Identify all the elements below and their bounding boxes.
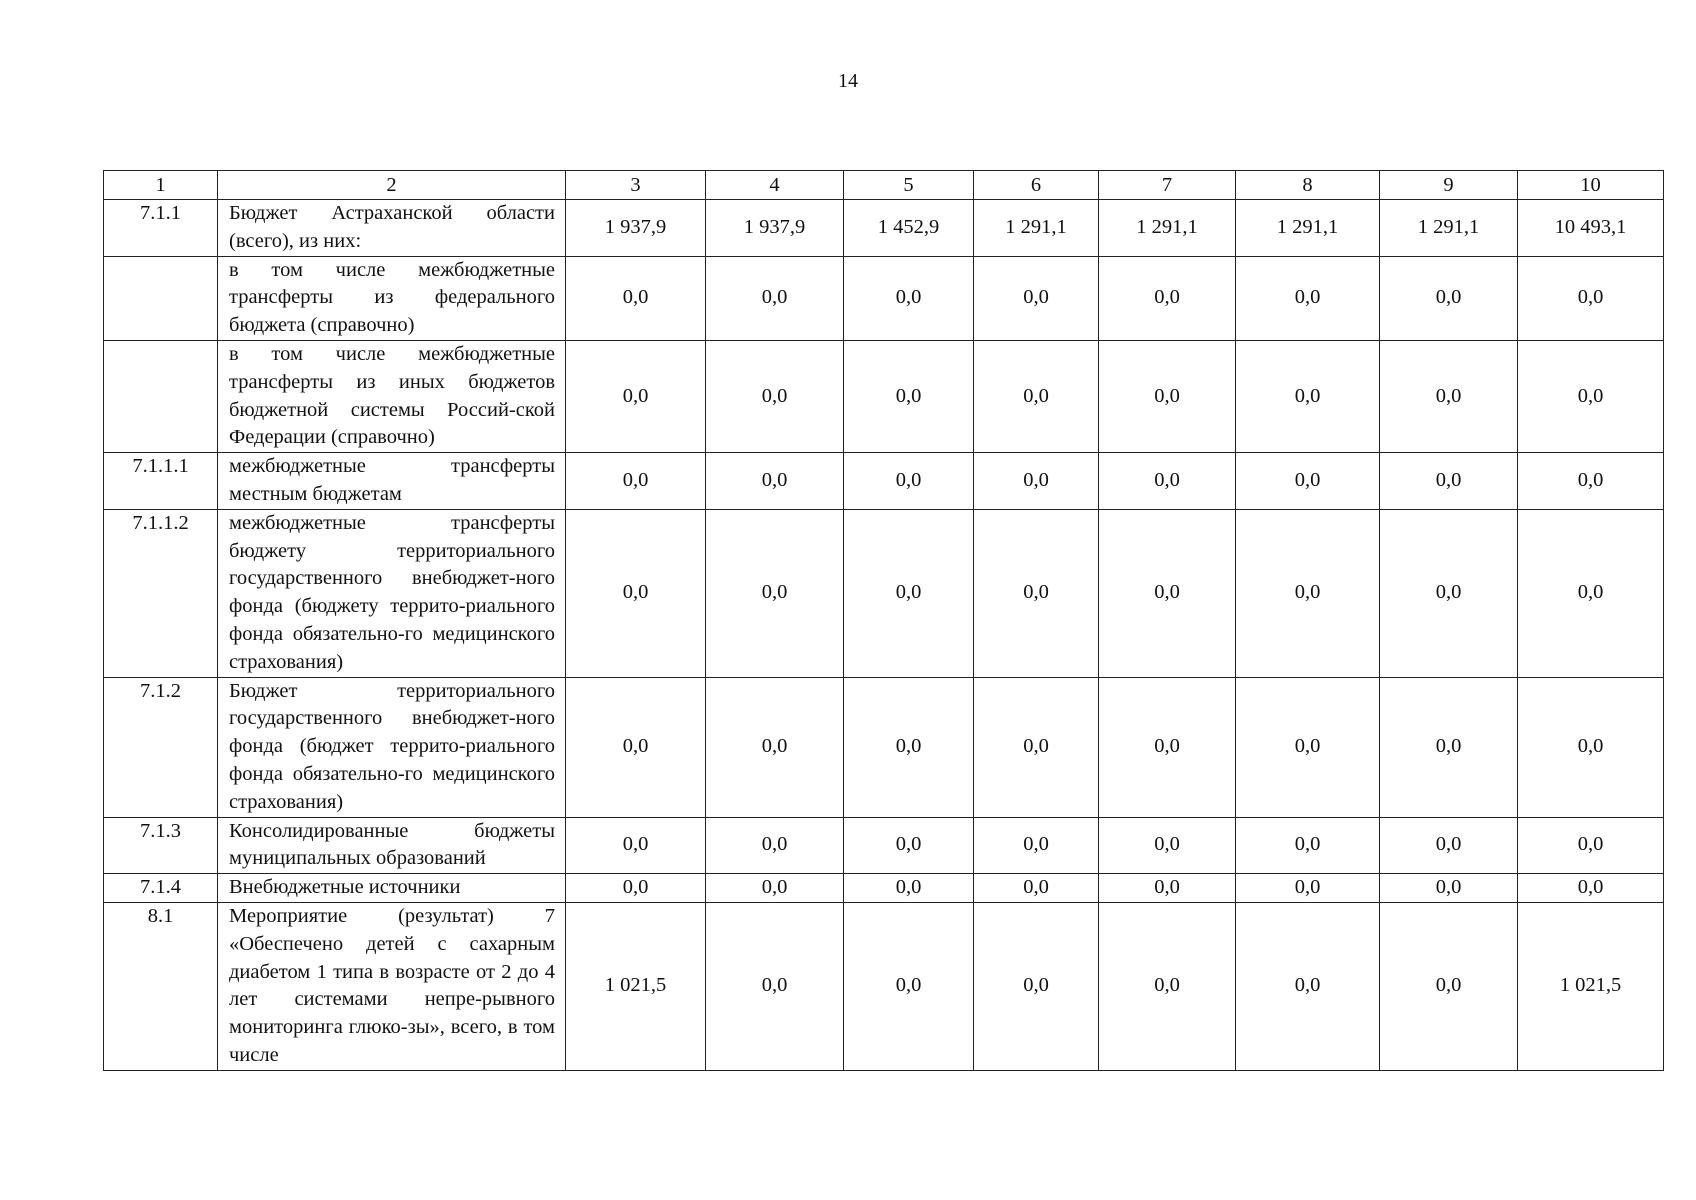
value-cell: 0,0	[1099, 453, 1236, 510]
value-cell: 0,0	[1236, 902, 1380, 1070]
value-cell: 0,0	[1099, 340, 1236, 452]
value-cell: 0,0	[1380, 874, 1518, 903]
value-cell: 0,0	[844, 817, 974, 874]
value-cell: 1 021,5	[566, 902, 706, 1070]
row-description-cell: в том числе межбюджетные трансферты из иных бюджетов бюджетной системы Россий-ской Федерации (справочно)	[218, 340, 566, 452]
value-cell: 0,0	[1518, 509, 1664, 677]
row-description-cell: Бюджет территориального государственного внебюджет-ного фонда (бюджет террито-риального фонда обязательно-го медицинского страхования)	[218, 677, 566, 817]
value-cell: 0,0	[1380, 256, 1518, 340]
value-cell: 0,0	[706, 817, 844, 874]
value-cell: 0,0	[1236, 509, 1380, 677]
value-cell: 0,0	[844, 509, 974, 677]
table-row	[104, 200, 1664, 257]
value-cell: 0,0	[1236, 256, 1380, 340]
table-header	[104, 171, 1664, 200]
table-row	[104, 340, 1664, 452]
header-cell: 8	[1236, 171, 1380, 200]
row-description-cell: Бюджет Астраханской области (всего), из них:	[218, 200, 566, 257]
value-cell: 0,0	[566, 677, 706, 817]
row-code-cell: 7.1.1.2	[104, 509, 218, 677]
value-cell: 0,0	[844, 453, 974, 510]
value-cell: 0,0	[1518, 874, 1664, 903]
value-cell: 0,0	[974, 509, 1099, 677]
value-cell: 0,0	[1099, 256, 1236, 340]
value-cell: 0,0	[1099, 817, 1236, 874]
value-cell: 0,0	[974, 453, 1099, 510]
table-row	[104, 874, 1664, 903]
table-row	[104, 677, 1664, 817]
value-cell: 0,0	[706, 902, 844, 1070]
value-cell: 0,0	[1099, 902, 1236, 1070]
value-cell: 1 937,9	[706, 200, 844, 257]
value-cell: 0,0	[706, 874, 844, 903]
table-row	[104, 902, 1664, 1070]
value-cell: 0,0	[706, 256, 844, 340]
table-row	[104, 509, 1664, 677]
value-cell: 0,0	[706, 509, 844, 677]
header-cell: 10	[1518, 171, 1664, 200]
page-number: 14	[838, 70, 858, 92]
value-cell: 0,0	[1236, 453, 1380, 510]
value-cell: 1 291,1	[1236, 200, 1380, 257]
value-cell: 0,0	[974, 256, 1099, 340]
value-cell: 0,0	[1380, 453, 1518, 510]
budget-table	[103, 170, 1664, 1071]
table-row	[104, 817, 1664, 874]
value-cell: 0,0	[566, 256, 706, 340]
value-cell: 0,0	[1518, 256, 1664, 340]
value-cell: 0,0	[1236, 677, 1380, 817]
value-cell: 0,0	[1518, 677, 1664, 817]
value-cell: 0,0	[974, 677, 1099, 817]
value-cell: 0,0	[1236, 340, 1380, 452]
header-cell: 9	[1380, 171, 1518, 200]
value-cell: 0,0	[566, 874, 706, 903]
value-cell: 0,0	[1518, 340, 1664, 452]
row-code-cell: 7.1.3	[104, 817, 218, 874]
value-cell: 0,0	[706, 340, 844, 452]
table-body	[104, 200, 1664, 1071]
row-code-cell: 7.1.1.1	[104, 453, 218, 510]
value-cell: 0,0	[706, 677, 844, 817]
header-cell: 3	[566, 171, 706, 200]
header-row	[104, 171, 1664, 200]
value-cell: 0,0	[1380, 509, 1518, 677]
value-cell: 0,0	[844, 874, 974, 903]
value-cell: 0,0	[974, 874, 1099, 903]
header-cell: 5	[844, 171, 974, 200]
value-cell: 0,0	[1518, 817, 1664, 874]
value-cell: 0,0	[974, 340, 1099, 452]
row-code-cell: 7.1.2	[104, 677, 218, 817]
value-cell: 0,0	[1380, 677, 1518, 817]
value-cell: 0,0	[1380, 902, 1518, 1070]
value-cell: 0,0	[566, 817, 706, 874]
header-cell: 4	[706, 171, 844, 200]
value-cell: 0,0	[706, 453, 844, 510]
row-code-cell	[104, 256, 218, 340]
value-cell: 10 493,1	[1518, 200, 1664, 257]
value-cell: 0,0	[1380, 817, 1518, 874]
header-cell: 7	[1099, 171, 1236, 200]
value-cell: 0,0	[566, 453, 706, 510]
value-cell: 0,0	[1099, 677, 1236, 817]
value-cell: 0,0	[844, 677, 974, 817]
value-cell: 1 021,5	[1518, 902, 1664, 1070]
value-cell: 0,0	[1099, 509, 1236, 677]
value-cell: 1 452,9	[844, 200, 974, 257]
header-cell: 2	[218, 171, 566, 200]
row-code-cell: 7.1.4	[104, 874, 218, 903]
value-cell: 0,0	[844, 340, 974, 452]
row-description-cell: межбюджетные трансферты бюджету территориального государственного внебюджет-ного фонда (бюджету террито-риального фонда обязательно-го медицинского страхования)	[218, 509, 566, 677]
row-description-cell: Мероприятие (результат) 7 «Обеспечено детей с сахарным диабетом 1 типа в возрасте от 2 до 4 лет системами непре-рывного мониторинга глюко-зы», всего, в том числе	[218, 902, 566, 1070]
value-cell: 1 291,1	[974, 200, 1099, 257]
row-code-cell: 7.1.1	[104, 200, 218, 257]
value-cell: 0,0	[566, 509, 706, 677]
value-cell: 1 291,1	[1380, 200, 1518, 257]
value-cell: 0,0	[974, 902, 1099, 1070]
value-cell: 0,0	[566, 340, 706, 452]
value-cell: 0,0	[844, 902, 974, 1070]
row-code-cell	[104, 340, 218, 452]
value-cell: 0,0	[974, 817, 1099, 874]
value-cell: 0,0	[844, 256, 974, 340]
value-cell: 0,0	[1236, 817, 1380, 874]
row-code-cell: 8.1	[104, 902, 218, 1070]
value-cell: 1 291,1	[1099, 200, 1236, 257]
row-description-cell: в том числе межбюджетные трансферты из федерального бюджета (справочно)	[218, 256, 566, 340]
header-cell: 6	[974, 171, 1099, 200]
value-cell: 0,0	[1518, 453, 1664, 510]
row-description-cell: межбюджетные трансферты местным бюджетам	[218, 453, 566, 510]
table-row	[104, 453, 1664, 510]
value-cell: 0,0	[1380, 340, 1518, 452]
value-cell: 1 937,9	[566, 200, 706, 257]
row-description-cell: Консолидированные бюджеты муниципальных образований	[218, 817, 566, 874]
header-cell: 1	[104, 171, 218, 200]
value-cell: 0,0	[1099, 874, 1236, 903]
table-row	[104, 256, 1664, 340]
row-description-cell: Внебюджетные источники	[218, 874, 566, 903]
value-cell: 0,0	[1236, 874, 1380, 903]
